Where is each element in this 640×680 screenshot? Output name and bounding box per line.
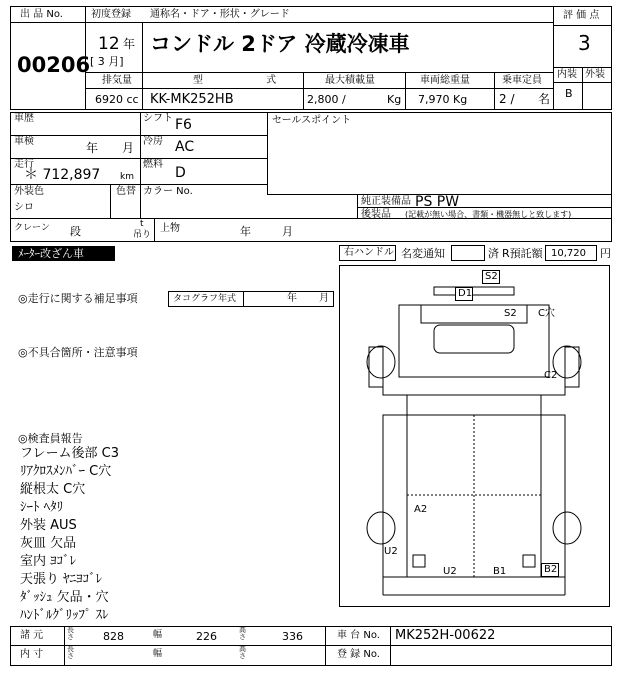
meter-tamper-text: ﾒｰﾀｰ改ざん車 [18,247,84,260]
mark-b1: B1 [493,566,507,577]
right-handle-text: 右ハンドル [344,247,394,258]
internal-dims-label: 内 寸 [20,649,44,660]
mark-a2: A2 [414,504,428,515]
upper-year: 年 [240,225,251,238]
inspector-line: ﾘｱｸﾛｽﾒﾝﾊﾞｰ C穴 [20,464,112,479]
tail-left [413,555,425,567]
in-height-label: 高さ [239,645,246,660]
inspector-line: 室内 ﾖｺﾞﾚ [20,554,77,569]
left-mirror [369,347,383,387]
chassis-label: 車 台 No. [337,630,380,641]
equipment-value: PS PW [415,194,460,210]
fuel-label: 燃料 [143,159,163,170]
truck-diagram [339,265,610,607]
tachograph-label: タコグラフ年式 [173,294,237,304]
footer-frame [10,626,612,666]
mileage-value: ＊ 712,897 [24,167,101,183]
inspection-year: 年 [86,141,99,155]
car-name: コンドル 2ドア 冷蔵冷凍車 [150,32,410,56]
inspector-line: ﾀﾞｯｼｭ 欠品・穴 [20,590,109,605]
front-bumper [434,287,514,295]
model-label: 型 式 [193,75,307,86]
mark-s2-side: S2 [504,308,517,319]
mark-u2-rear: U2 [443,566,457,577]
max-load-value: 2,800 / [307,93,346,106]
ext-color-value: シロ [14,202,34,213]
reg-no-label: 登 録 No. [337,649,380,660]
width-label: 幅 [153,630,163,640]
max-load-label: 最大積載量 [325,75,375,86]
first-reg-year: 12 [98,34,120,54]
sales-point-label: セールスポイント [272,115,352,126]
color-code-label: カラー No. [143,186,193,197]
shift-label: シフト [143,113,173,124]
aftermarket-note: (記載が無い場合、書類・機器無しと致します) [405,210,572,219]
upper-label: 上物 [160,223,180,234]
body-left-outline [383,377,407,595]
gross-weight-value: 7,970 Kg [418,93,468,106]
aircon-value: AC [175,139,195,155]
mark-u2-left: U2 [384,546,398,557]
mark-s2-front: S2 [485,271,498,282]
recycle-amount: 10,720 [551,248,586,259]
mark-b2: B2 [544,564,558,575]
rear-right-tire [553,512,581,544]
name-change-label: 名変通知 [401,247,445,260]
mark-b2-box [541,563,559,577]
tachograph-box [168,291,334,307]
deposit-label: 済 [488,247,499,260]
mark-d1: D1 [458,288,473,299]
meter-tamper-banner [12,246,115,261]
shift-value: F6 [175,117,192,133]
model-value: KK-MK252HB [150,92,234,107]
chassis-value: MK252H-00622 [395,628,496,643]
name-change-box [451,245,485,261]
aircon-label: 冷房 [143,136,163,147]
right-mirror [565,347,579,387]
ext-color-label: 外装色 [14,186,44,197]
mark-c-hole: C穴 [538,308,555,319]
first-reg-label: 初度登録 [91,9,131,20]
crane-hoist: 吊り [133,230,152,240]
mileage-unit: km [120,172,134,182]
tail-right [523,555,535,567]
recycle-label: R預託額 [502,247,543,260]
height-value: 336 [282,630,303,643]
lot-no-label: 出 品 No. [20,9,63,20]
tachograph-month: 月 [319,293,329,304]
right-handle-box [339,245,396,261]
length-value: 828 [103,630,124,643]
first-reg-year-unit: 年 [123,37,136,51]
equipment-label: 純正装備品 [361,196,411,207]
inspector-line: ﾊﾝﾄﾞﾙｸﾞﾘｯﾌﾟ ｽﾚ [20,608,109,623]
in-width-label: 幅 [153,649,163,659]
tachograph-year: 年 [287,293,297,304]
lot-no: 00206 [17,53,91,77]
front-left-tire [367,346,395,378]
mark-s2-box [482,270,500,284]
exterior-label: 外装 [585,69,605,80]
dims-label: 諸 元 [20,630,44,641]
height-label: 高さ [239,626,246,641]
defects-label: ◎不具合箇所・注意事項 [18,346,138,359]
inspector-line: 縦根太 C穴 [20,482,86,497]
mileage-label: 走行 [14,159,34,170]
inspector-line: 外装 AUS [20,518,77,533]
rating-score: 3 [578,31,591,55]
windshield [434,325,514,353]
length-label: 長さ [67,626,74,641]
history-label: 車歴 [14,113,34,124]
mark-d1-box [455,287,473,301]
in-length-label: 長さ [67,645,74,660]
inspector-line: ｼｰﾄ ﾍﾀﾘ [20,500,64,515]
max-load-unit: Kg [387,93,402,106]
gross-weight-label: 車両総重量 [420,75,470,86]
capacity-unit: 名 [538,92,551,106]
fuel-value: D [175,165,186,181]
inspector-line: 灰皿 欠品 [20,536,77,551]
capacity-value: 2 / [499,92,515,106]
crane-ton: t [140,219,144,229]
displacement-value: 6920 cc [95,93,139,106]
capacity-label: 乗車定員 [502,75,542,86]
interior-grade: B [565,87,573,100]
inspector-line: 天張り ﾔﾆﾖｺﾞﾚ [20,572,103,587]
inspector-line: フレーム後部 C3 [20,446,119,461]
rating-label: 評 価 点 [563,10,600,21]
crane-label: クレーン [14,223,50,233]
inspection-label: 車検 [14,136,34,147]
inspection-month: 月 [122,141,135,155]
recycle-box [545,245,597,261]
recycle-unit: 円 [600,247,611,260]
displacement-label: 排気量 [102,75,132,86]
first-reg-month: [ 3 月] [90,55,124,68]
width-value: 226 [196,630,217,643]
rear-left-tire [367,512,395,544]
running-notes-label: ◎走行に関する補足事項 [18,292,138,305]
inspector-label: ◎検査員報告 [18,432,83,445]
interior-label: 内装 [557,69,577,80]
crane-stage: 段 [70,225,81,238]
upper-month: 月 [282,225,293,238]
car-name-label: 通称名・ドア・形状・グレード [150,9,290,20]
mark-c2: C2 [544,370,558,381]
color-change-label: 色替 [116,186,136,197]
aftermarket-label: 後装品 [361,209,391,220]
